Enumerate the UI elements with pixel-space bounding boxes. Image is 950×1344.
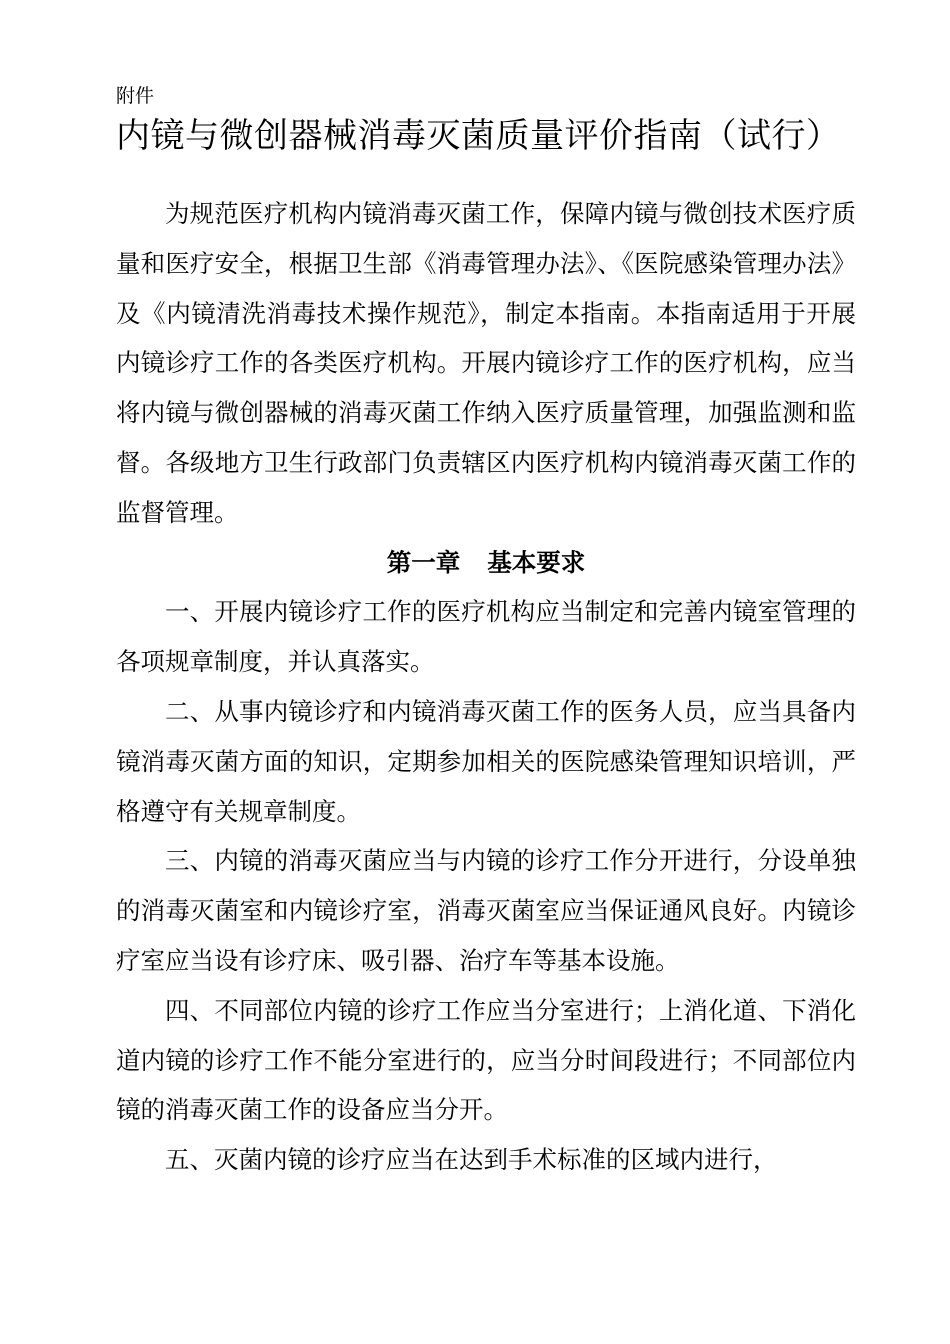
intro-paragraph: 为规范医疗机构内镜消毒灭菌工作，保障内镜与微创技术医疗质量和医疗安全，根据卫生部《消毒管理办法》、《医院感染管理办法》及《内镜清洗消毒技术操作规范》，制定本指南。本指南适用于开展内镜诊疗工作的各类医疗机构。开展内镜诊疗工作的医疗机构，应当将内镜与微创器械的消毒灭菌工作纳入医疗质量管理，加强监测和监督。各级地方卫生行政部门负责辖区内医疗机构内镜消毒灭菌工作的监督管理。 <box>116 199 856 527</box>
document-title: 内镜与微创器械消毒灭菌质量评价指南（试行） <box>116 116 841 156</box>
requirement-item-1: 一、开展内镜诊疗工作的医疗机构应当制定和完善内镜室管理的各项规章制度，并认真落实。 <box>116 597 856 677</box>
requirement-item-4: 四、不同部位内镜的诊疗工作应当分室进行；上消化道、下消化道内镜的诊疗工作不能分室进行的，应当分时间段进行；不同部位内镜的消毒灭菌工作的设备应当分开。 <box>116 995 856 1125</box>
requirement-item-2: 二、从事内镜诊疗和内镜消毒灭菌工作的医务人员，应当具备内镜消毒灭菌方面的知识，定期参加相关的医院感染管理知识培训，严格遵守有关规章制度。 <box>116 696 856 826</box>
chapter-heading <box>116 538 856 588</box>
requirement-item-3: 三、内镜的消毒灭菌应当与内镜的诊疗工作分开进行，分设单独的消毒灭菌室和内镜诊疗室，消毒灭菌室应当保证通风良好。内镜诊疗室应当设有诊疗床、吸引器、治疗车等基本设施。 <box>116 846 856 975</box>
chapter-number: 第一章 <box>386 547 461 577</box>
document-body <box>116 189 856 1185</box>
chapter-title: 基本要求 <box>487 547 586 577</box>
attachment-label: 附件 <box>116 85 155 107</box>
requirement-item-5: 五、灭菌内镜的诊疗应当在达到手术标准的区域内进行， <box>165 1145 778 1175</box>
